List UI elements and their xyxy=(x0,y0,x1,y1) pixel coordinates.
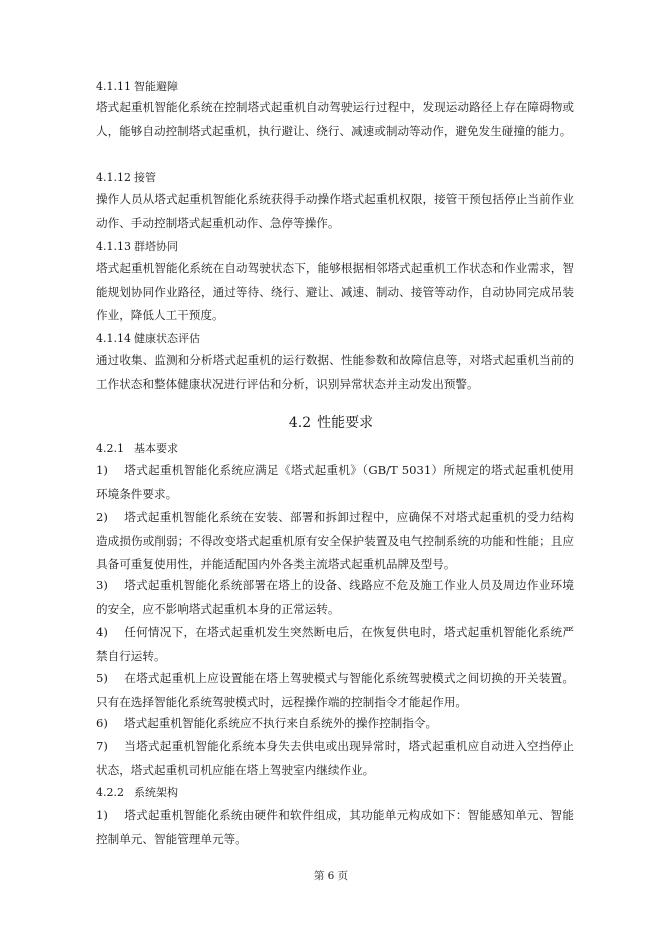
list-item xyxy=(96,804,574,851)
clause-title: 系统架构 xyxy=(134,786,178,799)
list-item xyxy=(96,712,574,736)
list-item xyxy=(96,506,574,577)
clause-number: 4.1.13 xyxy=(96,240,131,253)
item-text: 塔式起重机智能化系统由硬件和软件组成，其功能单元构成如下：智能感知单元、智能控制单元、智能管理单元等。 xyxy=(96,808,574,846)
clause-number: 4.1.14 xyxy=(96,332,131,345)
list-item xyxy=(96,667,574,714)
item-text: 任何情况下，在塔式起重机发生突然断电后，在恢复供电时，塔式起重机智能化系统严禁自行运转。 xyxy=(96,625,574,663)
item-number: 1) xyxy=(96,808,108,822)
item-number: 2) xyxy=(96,510,108,524)
clause-title: 群塔协同 xyxy=(134,240,178,253)
item-number: 6) xyxy=(96,716,108,730)
item-text: 塔式起重机智能化系统在安装、部署和拆卸过程中，应确保不对塔式起重机的受力结构造成损伤或削弱；不得改变塔式起重机原有安全保护装置及电气控制系统的功能和性能；且应具备可重复使用性，并能适配国内外各类主流塔式起重机品牌及型号。 xyxy=(96,510,574,572)
item-number: 5) xyxy=(96,671,108,685)
clause-body: 通过收集、监测和分析塔式起重机的运行数据、性能参数和故障信息等，对塔式起重机当前的工作状态和整体健康状况进行评估和分析，识别异常状态并主动发出预警。 xyxy=(96,353,574,391)
clause-number: 4.2.2 xyxy=(96,786,124,799)
item-text: 塔式起重机智能化系统部署在塔上的设备、线路应不危及施工作业人员及周边作业环境的安全，应不影响塔式起重机本身的正常运转。 xyxy=(96,578,574,616)
clause-body: 操作人员从塔式起重机智能化系统获得手动操作塔式起重机权限，接管干预包括停止当前作业动作、手动控制塔式起重机动作、急停等操作。 xyxy=(96,192,574,230)
page-number: 第 6 页 xyxy=(313,870,349,882)
section-name: 性能要求 xyxy=(317,415,374,431)
clause-title: 健康状态评估 xyxy=(134,332,200,345)
clause-title: 接管 xyxy=(134,171,156,184)
clause-body: 塔式起重机智能化系统在自动驾驶状态下，能够根据相邻塔式起重机工作状态和作业需求，智能规划协同作业路径，通过等待、绕行、避让、减速、制动、接管等动作，自动协同完成吊装作业，降低人工干预度。 xyxy=(96,261,574,323)
item-number: 3) xyxy=(96,578,108,592)
item-number: 4) xyxy=(96,625,108,639)
clause-number: 4.2.1 xyxy=(96,442,124,455)
item-text: 在塔式起重机上应设置能在塔上驾驶模式与智能化系统驾驶模式之间切换的开关装置。只有在选择智能化系统驾驶模式时，远程操作端的控制指令才能起作用。 xyxy=(96,671,574,709)
clause-title: 基本要求 xyxy=(134,442,178,455)
list-item xyxy=(96,574,574,621)
clause-body: 塔式起重机智能化系统在控制塔式起重机自动驾驶运行过程中，发现运动路径上存在障碍物或人，能够自动控制塔式起重机，执行避让、绕行、减速或制动等动作，避免发生碰撞的能力。 xyxy=(96,100,574,138)
clause-number: 4.1.12 xyxy=(96,171,131,184)
clause-title: 智能避障 xyxy=(134,80,178,93)
item-text: 塔式起重机智能化系统应满足《塔式起重机》（GB/T 5031）所规定的塔式起重机使用环境条件要求。 xyxy=(96,463,574,501)
item-number: 7) xyxy=(96,739,108,753)
item-text: 塔式起重机智能化系统应不执行来自系统外的操作控制指令。 xyxy=(124,716,438,730)
list-item xyxy=(96,459,574,506)
item-number: 1) xyxy=(96,463,108,477)
list-item xyxy=(96,621,574,668)
item-text: 当塔式起重机智能化系统本身失去供电或出现异常时，塔式起重机应自动进入空挡停止状态，塔式起重机司机应能在塔上驾驶室内继续作业。 xyxy=(96,739,574,777)
section-number: 4.2 xyxy=(288,415,312,431)
clause-heading xyxy=(96,785,574,801)
clause-heading xyxy=(96,441,574,457)
section-title xyxy=(0,413,662,433)
clause-heading xyxy=(96,239,574,255)
clause-heading xyxy=(96,331,574,347)
clause-heading xyxy=(96,170,574,186)
clause-number: 4.1.11 xyxy=(96,80,131,93)
list-item xyxy=(96,735,574,782)
clause-heading xyxy=(96,79,574,95)
